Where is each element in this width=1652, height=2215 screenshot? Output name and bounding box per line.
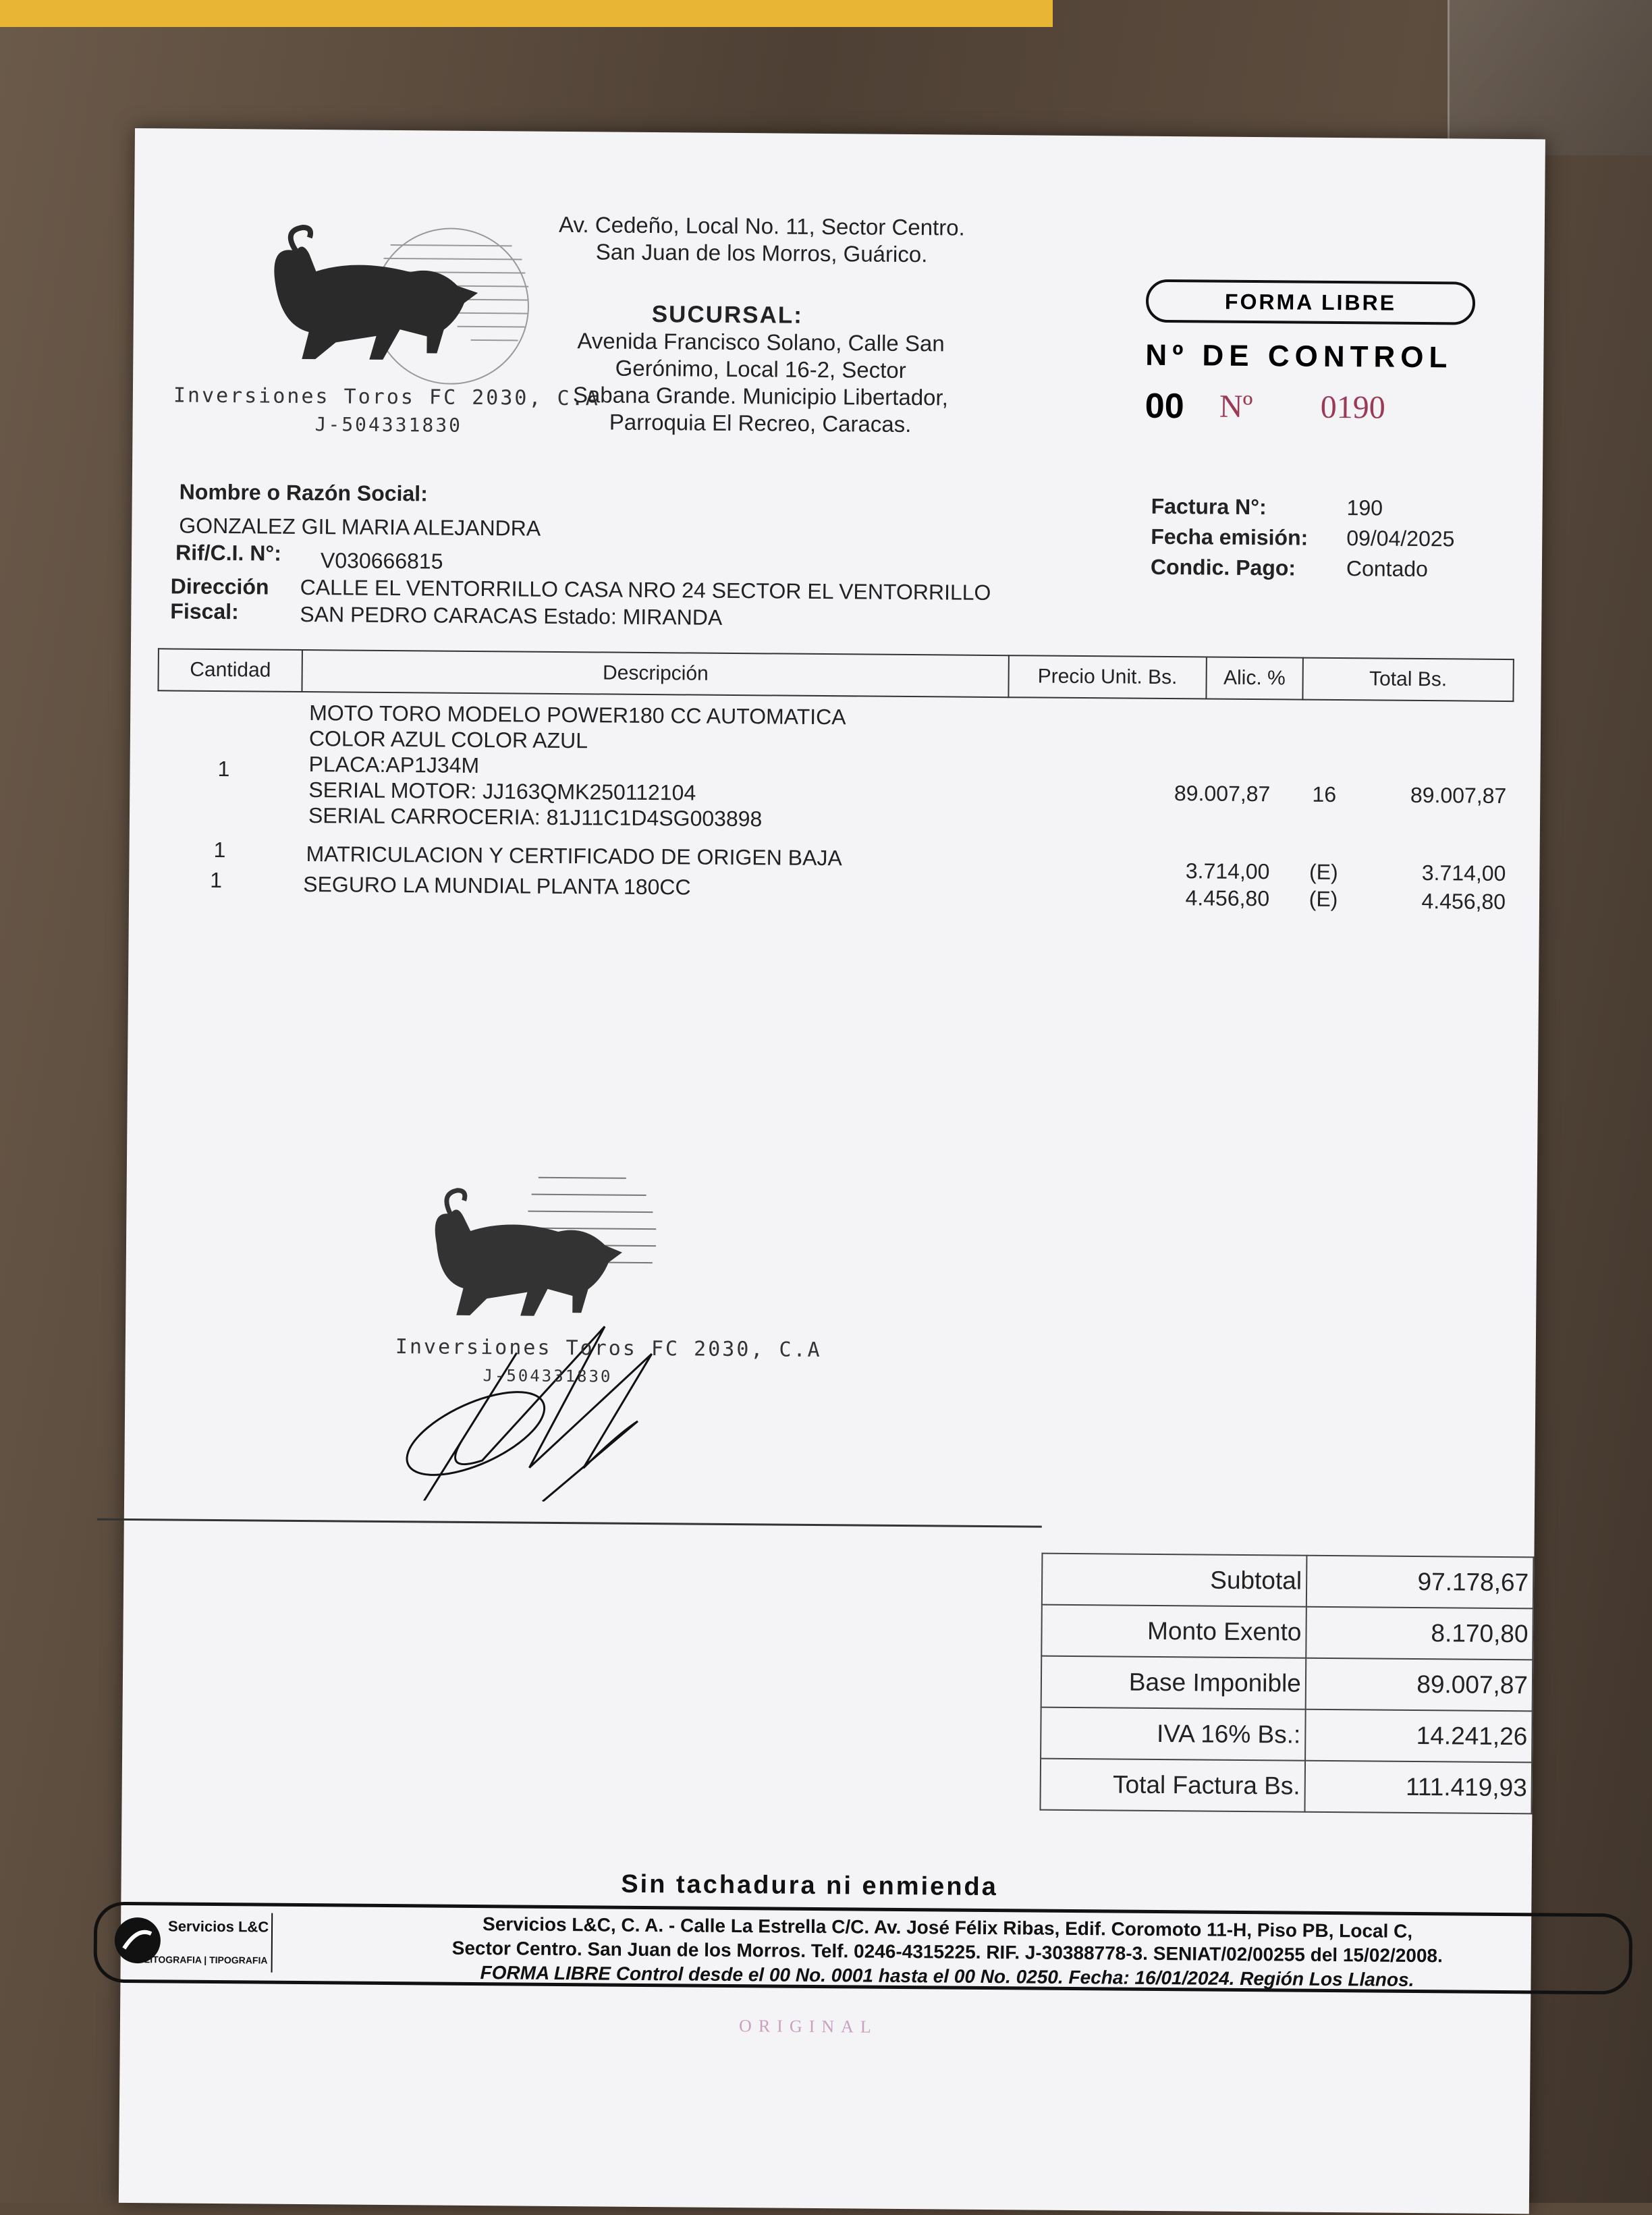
invoice-paper (119, 128, 1545, 2214)
stamp-rif: J-504331830 (483, 1366, 613, 1386)
item-price: 4.456,80 (1185, 885, 1270, 911)
branch-line-2: Gerónimo, Local 16-2, Sector (615, 355, 906, 383)
company-stamp-icon (381, 1149, 761, 1503)
header-unit-price: Precio Unit. Bs. (1009, 655, 1207, 699)
payment-label: Condic. Pago: (1150, 554, 1296, 580)
address-label-1: Dirección (170, 574, 269, 599)
address-line-2: San Juan de los Morros, Guárico. (595, 239, 928, 267)
plastic-box (1448, 0, 1652, 155)
client-rif-label: Rif/C.I. N°: (175, 540, 281, 566)
branch-title: SUCURSAL: (651, 301, 804, 329)
total-label: Total Factura Bs. (1040, 1759, 1304, 1812)
invoice-date-label: Fecha emisión: (1151, 524, 1309, 550)
item-alic: (E) (1309, 859, 1338, 885)
client-rif: V030666815 (320, 548, 443, 574)
branch-line-4: Parroquia El Recreo, Caracas. (609, 409, 912, 437)
item-total: 4.456,80 (1421, 889, 1506, 914)
printer-logo-text: Servicios L&C (167, 1917, 269, 1936)
client-name: GONZALEZ GIL MARIA ALEJANDRA (179, 513, 541, 541)
invoice-number: 190 (1346, 495, 1383, 520)
item-price: 3.714,00 (1185, 858, 1270, 884)
item-desc-line: PLACA:AP1J34M (308, 752, 480, 778)
item-desc-line: SERIAL MOTOR: JJ163QMK250112104 (308, 777, 696, 805)
totals-row (1041, 1707, 1533, 1763)
item-desc-line: SEGURO LA MUNDIAL PLANTA 180CC (303, 871, 691, 900)
totals-row (1040, 1759, 1532, 1814)
client-address-1: CALLE EL VENTORRILLO CASA NRO 24 SECTOR EL VENTORRILLO (300, 574, 991, 605)
no-erasures-notice: Sin tachadura ni enmienda (621, 1869, 999, 1902)
total-value: 111.419,93 (1304, 1761, 1532, 1814)
client-name-label: Nombre o Razón Social: (179, 479, 428, 506)
item-qty: 1 (217, 756, 230, 782)
printer-line-2: Sector Centro. San Juan de los Morros. Telf. 0246-4315225. RIF. J-30388778-3. SENIAT/02/00255 del 15/02/2008. (451, 1937, 1443, 1967)
taxable-base-label: Base Imponible (1041, 1656, 1306, 1710)
payment-value: Contado (1346, 556, 1429, 582)
totals-row (1042, 1554, 1534, 1609)
invoice-date: 09/04/2025 (1346, 526, 1455, 551)
footer-divider (271, 1913, 273, 1973)
item-desc-line: SERIAL CARROCERIA: 81J11C1D4SG003898 (308, 803, 763, 831)
exempt-label: Monto Exento (1041, 1605, 1306, 1658)
printer-footer-box (93, 1902, 1632, 1995)
company-name: Inversiones Toros FC 2030, C.A (173, 383, 600, 411)
iva-value: 14.241,26 (1305, 1710, 1533, 1763)
company-rif: J-504331830 (314, 413, 463, 437)
address-line-1: Av. Cedeño, Local No. 11, Sector Centro. (558, 211, 965, 240)
totals-table (1039, 1553, 1534, 1815)
control-number: 0190 (1320, 389, 1386, 426)
header-alic: Alic. % (1206, 657, 1303, 699)
control-no-label: Nº (1219, 388, 1253, 425)
item-total: 3.714,00 (1421, 860, 1506, 885)
stamp-company-name: Inversiones Toros FC 2030, C.A (395, 1335, 822, 1363)
branch-line-1: Avenida Francisco Solano, Calle San (577, 328, 945, 356)
iva-label: IVA 16% Bs.: (1041, 1707, 1305, 1761)
client-address-2: SAN PEDRO CARACAS Estado: MIRANDA (300, 601, 723, 630)
items-table-header (157, 648, 1514, 702)
totals-row (1041, 1605, 1533, 1660)
bull-logo-icon (254, 217, 539, 394)
header-description: Descripción (302, 650, 1009, 697)
item-desc-line: MATRICULACION Y CERTIFICADO DE ORIGEN BAJA (306, 842, 842, 871)
item-alic: 16 (1312, 782, 1337, 807)
item-desc-line: MOTO TORO MODELO POWER180 CC AUTOMATICA (309, 701, 846, 730)
exempt-value: 8.170,80 (1306, 1607, 1533, 1660)
item-desc-line: COLOR AZUL COLOR AZUL (308, 726, 588, 753)
header-quantity: Cantidad (158, 649, 302, 692)
printer-line-3: FORMA LIBRE Control desde el 00 No. 0001 hasta el 00 No. 0250. Fecha: 16/01/2024. Región Los Llanos. (480, 1962, 1414, 1990)
copy-label: ORIGINAL (739, 2016, 878, 2037)
item-qty: 1 (210, 867, 223, 893)
subtotal-label: Subtotal (1042, 1554, 1306, 1607)
subtotal-value: 97.178,67 (1306, 1556, 1534, 1609)
separator-line (97, 1519, 1042, 1528)
printer-line-1: Servicios L&C, C. A. - Calle La Estrella C/C. Av. José Félix Ribas, Edif. Coromoto 11-H, Piso PB, Local C, (482, 1913, 1413, 1942)
invoice-number-label: Factura N°: (1151, 493, 1267, 520)
forma-libre-badge: FORMA LIBRE (1146, 279, 1475, 325)
control-prefix: 00 (1145, 386, 1184, 427)
header-total: Total Bs. (1302, 658, 1514, 701)
item-price: 89.007,87 (1174, 781, 1271, 806)
branch-line-3: Sabana Grande. Municipio Libertador, (572, 382, 948, 410)
item-alic: (E) (1309, 886, 1338, 912)
taxable-base-value: 89.007,87 (1306, 1658, 1533, 1712)
control-label: Nº DE CONTROL (1145, 338, 1453, 375)
totals-row (1041, 1656, 1533, 1712)
address-label-2: Fiscal: (170, 599, 239, 624)
printer-logo-sub: LITOGRAFIA | TIPOGRAFIA (144, 1954, 268, 1966)
item-qty: 1 (213, 837, 226, 863)
yellow-folder (0, 0, 1053, 27)
item-total: 89.007,87 (1410, 782, 1507, 808)
